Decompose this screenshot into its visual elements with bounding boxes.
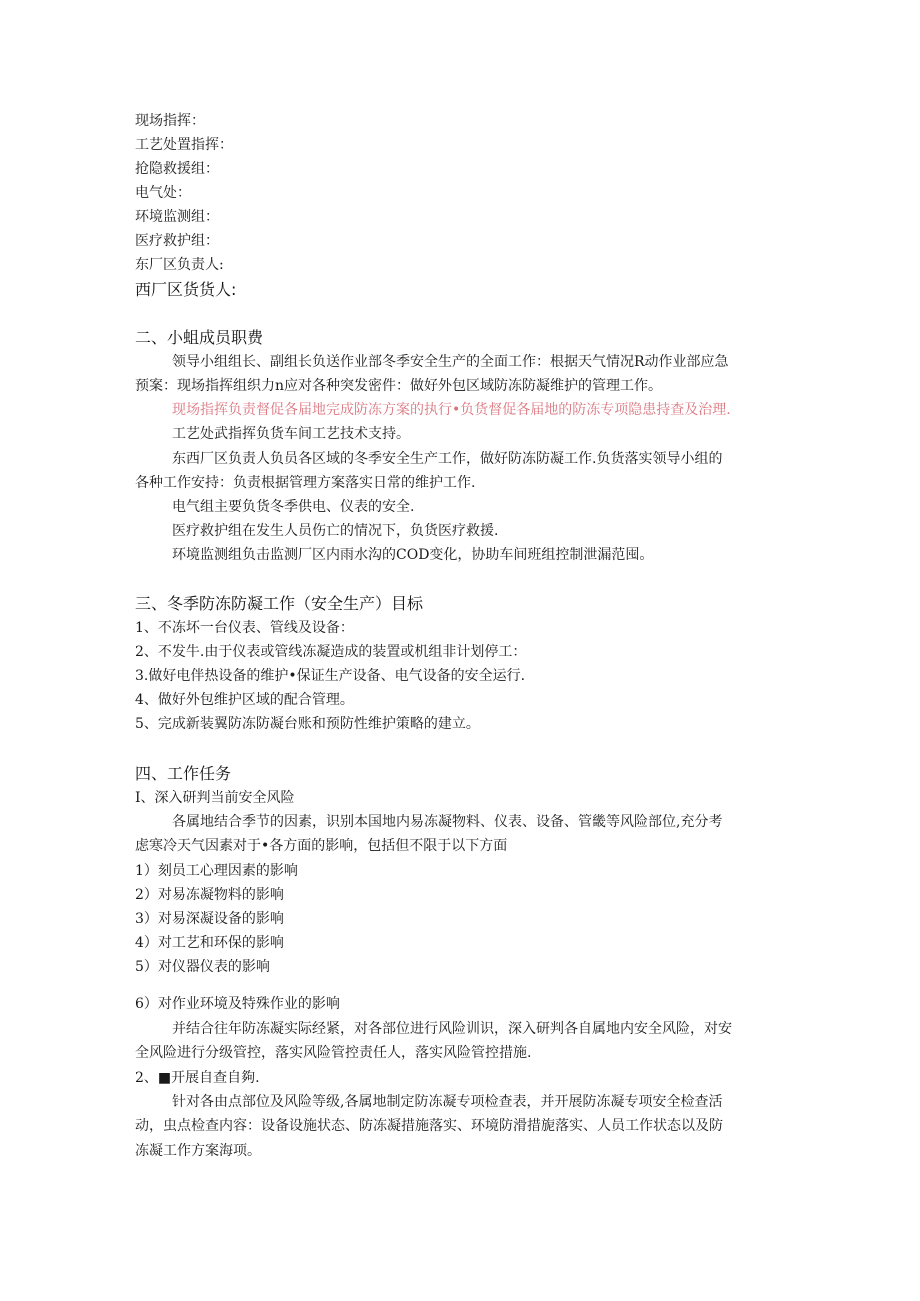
task-1-para-2-cont: 全风险进行分级管控，落实风险管控责任人，落实风险管控措施. bbox=[135, 1045, 532, 1061]
goal-item-2: 2、不发牛.由于仪表或管线冻凝造成的装置或机组非计划停工： bbox=[135, 644, 527, 660]
risk-item-1: 1）刻员工心理因素的影响 bbox=[135, 863, 298, 879]
risk-item-5: 5）对仪器仪表的影响 bbox=[135, 959, 270, 975]
goal-item-3: 3.做好电伴热设备的维护•保证生产设备、电气设备的安全运行. bbox=[135, 668, 526, 684]
task-2-para-cont: 动，虫点检查内容：设备设施状态、防冻凝措施落实、环境防滑措旎落实、人员工作状态以及防 bbox=[135, 1118, 723, 1134]
risk-item-3: 3）对易深凝设备的影响 bbox=[135, 911, 284, 927]
task-1-para: 各属地结合季节的因素，识别本国地内易冻凝物料、仪表、设备、管畿等风险部位,充分考 bbox=[172, 814, 723, 830]
section-2-para-highlight: 现场指挥负责督促各届地完成防冻方案的执行•负货督促各届地的防冻专项隐患持查及治理. bbox=[172, 402, 731, 418]
section-2-para-4-cont: 各种工作安持：负责根据管理方案落实日常的维护工作. bbox=[135, 475, 476, 491]
role-field-env: 环境监测组： bbox=[135, 209, 219, 225]
risk-item-4: 4）对工艺和环保的影响 bbox=[135, 935, 284, 951]
role-field-command: 现场指挥： bbox=[135, 113, 205, 129]
section-2-para-6: 医疗救护组在发生人员伤亡的情况下，负货医疗救援. bbox=[172, 523, 499, 539]
goal-item-5: 5、完成新装翼防冻防凝台账和预防性维护策略的建立。 bbox=[135, 716, 480, 732]
task-2-para: 针对各由点部位及风险等级,各属地制定防冻凝专项检查表，并开展防冻凝专项安全检查活 bbox=[172, 1094, 723, 1110]
goal-item-1: 1、不冻坏一台仪表、管线及设备： bbox=[135, 620, 354, 636]
section-2-para-5: 电气组主要负货冬季供电、仪表的安全. bbox=[172, 499, 415, 515]
section-2-para-7: 环境监测组负击监测厂区内雨水沟的COD变化，协助车间班组控制泄漏范囤。 bbox=[172, 547, 654, 563]
section-2-para-1-cont: 预案：现场指挥组织力n应对各种突发密件：做好外包区域防冻防凝维护的管理工作。 bbox=[135, 378, 663, 394]
section-2-heading: 二、小蛆成员职费 bbox=[135, 328, 264, 347]
section-4-heading: 四、工作任务 bbox=[135, 764, 232, 783]
risk-item-6: 6）对作业环境及特殊作业的影响 bbox=[135, 996, 340, 1012]
section-2-para-4: 东西厂区负责人负员各区域的冬季安全生产工作，做好防冻防凝工作.负货落实领导小组的 bbox=[172, 451, 723, 467]
section-3-heading: 三、冬季防冻防凝工作（安全生产）目标 bbox=[135, 594, 424, 613]
task-1-heading: I、深入研判当前安全风险 bbox=[135, 790, 295, 806]
task-1-para-cont: 虑寒冷天气因素对于•各方面的影响，包括但不限于以下方面 bbox=[135, 838, 508, 854]
role-field-process: 工艺处置指挥： bbox=[135, 137, 233, 153]
task-1-para-2: 并结合往年防冻凝实际经紧，对各部位进行风险训识，深入研判各自属地内安全风险，对安 bbox=[172, 1021, 732, 1037]
role-field-medical: 医疗救护组： bbox=[135, 233, 219, 249]
section-2-para-3: 工艺处武指挥负货车间工艺技术支持。 bbox=[172, 426, 410, 442]
task-2-para-cont-2: 冻凝工作方案海项。 bbox=[135, 1143, 261, 1159]
role-field-rescue: 抢隐救援组： bbox=[135, 161, 219, 177]
section-2-para-1: 领导小组组长、副组长负送作业部冬季安全生产的全面工作：根据天气情况R动作业部应急 bbox=[172, 354, 729, 370]
goal-item-4: 4、做好外包维护区域的配合管理。 bbox=[135, 692, 354, 708]
task-2-heading: 2、■开展自查自夠. bbox=[135, 1070, 260, 1086]
risk-item-2: 2）对易冻凝物料的影响 bbox=[135, 887, 284, 903]
role-field-west: 西厂区货货人: bbox=[135, 280, 237, 299]
role-field-east: 东厂区负责人: bbox=[135, 257, 224, 273]
role-field-electric: 电气处： bbox=[135, 185, 191, 201]
